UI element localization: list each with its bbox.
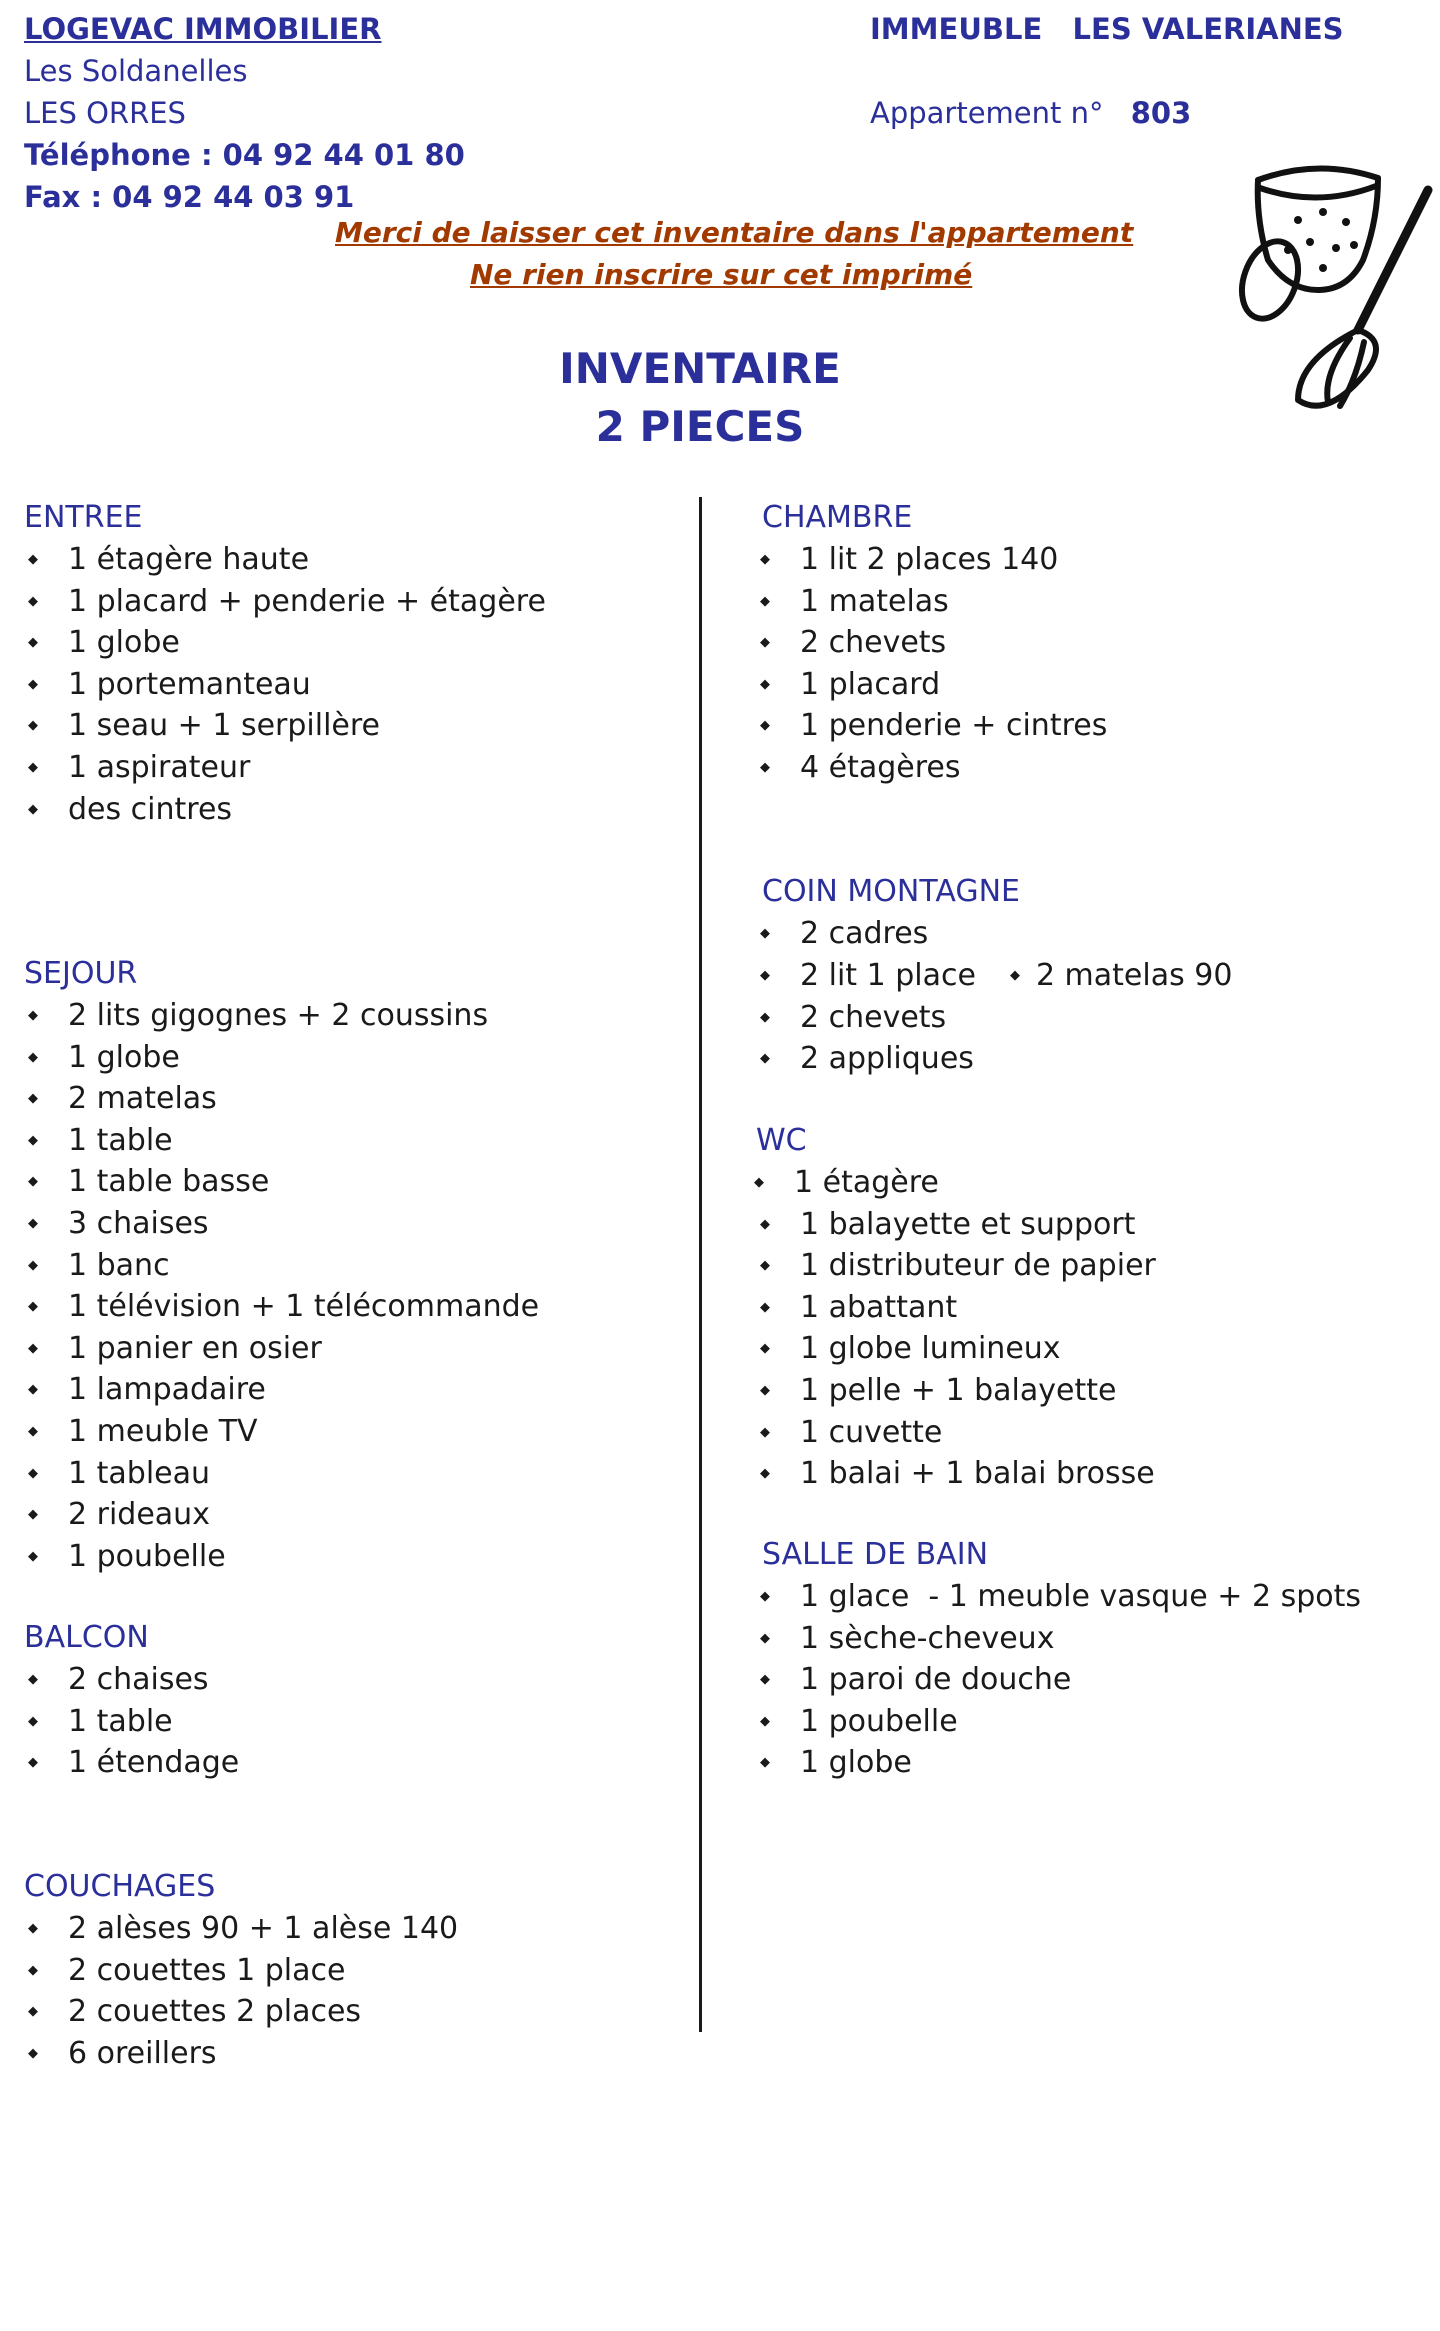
list-item: ◆ 1 glace - 1 meuble vasque + 2 spots (756, 1576, 1361, 1618)
list-item: ◆ 1 balai + 1 balai brosse (756, 1453, 1156, 1495)
list-item: ◆ 1 panier en osier (24, 1328, 539, 1370)
list-item: ◆ 2 couettes 1 place (24, 1950, 458, 1992)
kitchen-bowl-whisk-icon (1228, 150, 1440, 420)
list-item: ◆ 1 banc (24, 1245, 539, 1287)
building-name: IMMEUBLE LES VALERIANES (870, 12, 1344, 46)
list-item: ◆ 1 télévision + 1 télécommande (24, 1286, 539, 1328)
list-item: ◆ 4 étagères (756, 747, 1107, 789)
section-heading-wc: WC (756, 1123, 807, 1158)
list-item: ◆ 1 seau + 1 serpillère (24, 705, 546, 747)
list-item: ◆ 1 placard + penderie + étagère (24, 581, 546, 623)
section-heading-balcon: BALCON (24, 1620, 149, 1655)
section-heading-salle-de-bain: SALLE DE BAIN (762, 1537, 989, 1572)
list-item: ◆ 2 couettes 2 places (24, 1991, 458, 2033)
list-entree (24, 539, 546, 830)
list-item: ◆ 1 distributeur de papier (756, 1245, 1156, 1287)
list-item: ◆ 2 chaises (24, 1659, 239, 1701)
list-item: ◆ 1 portemanteau (24, 664, 546, 706)
section-heading-chambre: CHAMBRE (762, 500, 913, 535)
section-heading-coin-montagne: COIN MONTAGNE (762, 874, 1020, 909)
list-item: ◆ 1 étagère (750, 1162, 1156, 1204)
list-coin-montagne (756, 913, 1232, 1080)
column-divider (699, 497, 702, 2032)
section-heading-sejour: SEJOUR (24, 956, 138, 991)
list-item (756, 955, 1232, 997)
list-item: ◆ 1 étendage (24, 1742, 239, 1784)
fax-number: Fax : 04 92 44 03 91 (24, 180, 355, 214)
list-salle-de-bain (756, 1576, 1361, 1784)
address-line-2: LES ORRES (24, 96, 186, 130)
list-chambre (756, 539, 1107, 789)
list-item: ◆ 1 paroi de douche (756, 1659, 1361, 1701)
list-item: ◆ 1 poubelle (24, 1536, 539, 1578)
list-item: ◆ 1 penderie + cintres (756, 705, 1107, 747)
list-item: ◆ 6 oreillers (24, 2033, 458, 2075)
list-item: ◆ 1 globe (24, 622, 546, 664)
list-item: ◆ 2 appliques (756, 1038, 1232, 1080)
list-item: ◆ 1 matelas (756, 581, 1107, 623)
notice-line-2: Ne rien inscrire sur cet imprimé (470, 258, 973, 291)
list-item: ◆ 1 poubelle (756, 1701, 1361, 1743)
list-item: ◆ des cintres (24, 789, 546, 831)
company-name: LOGEVAC IMMOBILIER (24, 12, 382, 46)
list-item: ◆ 2 matelas (24, 1078, 539, 1120)
list-item: ◆ 1 table basse (24, 1161, 539, 1203)
list-item: ◆ 1 globe (756, 1742, 1361, 1784)
apartment-label (870, 92, 1191, 134)
list-item: ◆ 1 abattant (756, 1287, 1156, 1329)
page-title-line-1: INVENTAIRE (559, 344, 841, 393)
list-item: ◆ 1 globe (24, 1037, 539, 1079)
list-item: ◆ 2 rideaux (24, 1494, 539, 1536)
list-item: ◆ 1 table (24, 1120, 539, 1162)
list-item: ◆ 1 meuble TV (24, 1411, 539, 1453)
list-item: ◆ 1 table (24, 1701, 239, 1743)
list-wc (750, 1162, 1156, 1495)
apartment-label-text: Appartement n° (870, 96, 1104, 130)
list-item: ◆ 1 cuvette (756, 1412, 1156, 1454)
list-item: ◆ 1 lit 2 places 140 (756, 539, 1107, 581)
page-title-line-2: 2 PIECES (595, 402, 805, 451)
list-item-inline-extra: ◆ 2 matelas 90 (1010, 958, 1233, 993)
list-item: ◆ 1 globe lumineux (756, 1328, 1156, 1370)
list-item: ◆ 1 balayette et support (756, 1204, 1156, 1246)
list-item: ◆ 2 chevets (756, 622, 1107, 664)
apartment-number: 803 (1130, 96, 1192, 130)
list-item: ◆ 2 alèses 90 + 1 alèse 140 (24, 1908, 458, 1950)
list-item: ◆ 1 aspirateur (24, 747, 546, 789)
list-item: ◆ 1 tableau (24, 1453, 539, 1495)
list-couchages (24, 1908, 458, 2074)
section-heading-couchages: COUCHAGES (24, 1869, 216, 1904)
list-item: ◆ 1 placard (756, 664, 1107, 706)
list-sejour (24, 995, 539, 1577)
list-item: ◆ 1 étagère haute (24, 539, 546, 581)
list-item: ◆ 2 lits gigognes + 2 coussins (24, 995, 539, 1037)
notice-line-1: Merci de laisser cet inventaire dans l'appartement (335, 216, 1134, 249)
list-item: ◆ 1 pelle + 1 balayette (756, 1370, 1156, 1412)
list-item: ◆ 1 lampadaire (24, 1369, 539, 1411)
list-item: ◆ 3 chaises (24, 1203, 539, 1245)
section-heading-entree: ENTREE (24, 500, 143, 535)
list-item: ◆ 2 cadres (756, 913, 1232, 955)
list-item-text: 2 lit 1 place (800, 957, 976, 993)
phone-number: Téléphone : 04 92 44 01 80 (24, 138, 465, 172)
list-item: ◆ 2 chevets (756, 997, 1232, 1039)
address-line-1: Les Soldanelles (24, 54, 248, 88)
list-balcon (24, 1659, 239, 1784)
list-item: ◆ 1 sèche-cheveux (756, 1618, 1361, 1660)
